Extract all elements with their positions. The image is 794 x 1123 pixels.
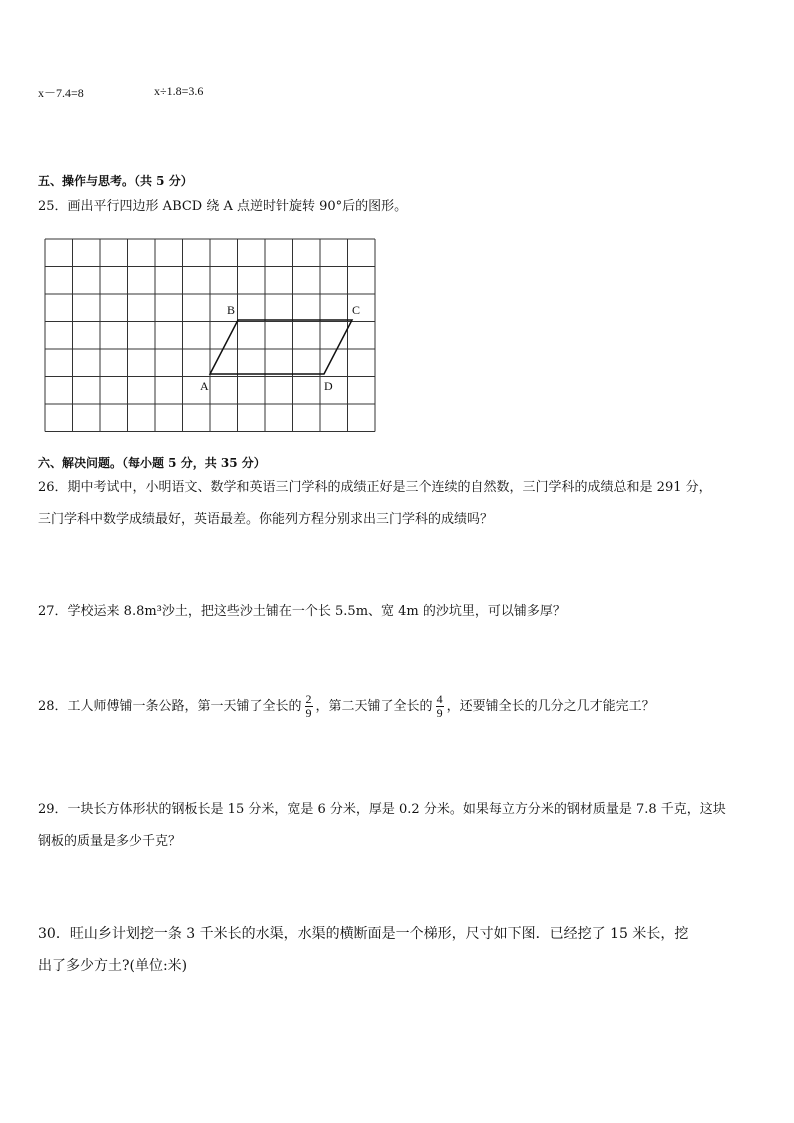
point-b-label: B [227, 303, 236, 317]
equation-2: x÷1.8=3.6 [154, 84, 204, 98]
equation-1: x－7.4=8 [38, 86, 84, 100]
question-30-line-2: 出了多少方土?(单位:米) [38, 958, 188, 974]
question-26-line-2: 三门学科中数学成绩最好，英语最差。你能列方程分别求出三门学科的成绩吗？ [38, 512, 494, 527]
parallelogram-abcd [210, 320, 352, 374]
question-28 [38, 693, 655, 720]
section-5-heading: 五、操作与思考。（共 5 分） [38, 174, 193, 188]
question-26-line-1: 26．期中考试中，小明语文、数学和英语三门学科的成绩正好是三个连续的自然数，三门学科的成绩总和是 291 分， [38, 480, 712, 495]
question-29-line-2: 钢板的质量是多少千克？ [38, 834, 182, 849]
question-28-text-2: ，第二天铺了全长的 [315, 699, 433, 714]
fraction-denominator: 9 [436, 706, 443, 720]
question-28-text-3: ，还要铺全长的几分之几才能完工？ [446, 699, 655, 714]
question-29-line-1: 29．一块长方体形状的钢板长是 15 分米，宽是 6 分米，厚是 0.2 分米。如果每立方分米的钢材质量是 7.8 千克，这块 [38, 802, 726, 817]
point-c-label: C [352, 303, 361, 317]
question-30-line-1: 30．旺山乡计划挖一条 3 千米长的水渠，水渠的横断面是一个梯形，尺寸如下图．已经挖了 15 米长，挖 [38, 926, 689, 942]
fraction-numerator: 4 [436, 692, 443, 706]
fraction-two-ninths [305, 693, 313, 720]
section-6-heading: 六、解决问题。（每小题 5 分，共 35 分） [38, 456, 266, 470]
fraction-denominator: 9 [305, 706, 312, 720]
fraction-four-ninths [436, 693, 444, 720]
parallelogram-grid-figure [44, 238, 382, 432]
question-25: 25．画出平行四边形 ABCD 绕 A 点逆时针旋转 90°后的图形。 [38, 199, 408, 214]
point-a-label: A [200, 379, 209, 393]
grid-lines [45, 239, 375, 432]
question-28-text-1: 28．工人师傅铺一条公路，第一天铺了全长的 [38, 699, 302, 714]
point-d-label: D [324, 379, 333, 393]
fraction-numerator: 2 [305, 692, 312, 706]
question-27: 27．学校运来 8.8m³沙土，把这些沙土铺在一个长 5.5m、宽 4m 的沙坑里，可以铺多厚？ [38, 604, 566, 619]
